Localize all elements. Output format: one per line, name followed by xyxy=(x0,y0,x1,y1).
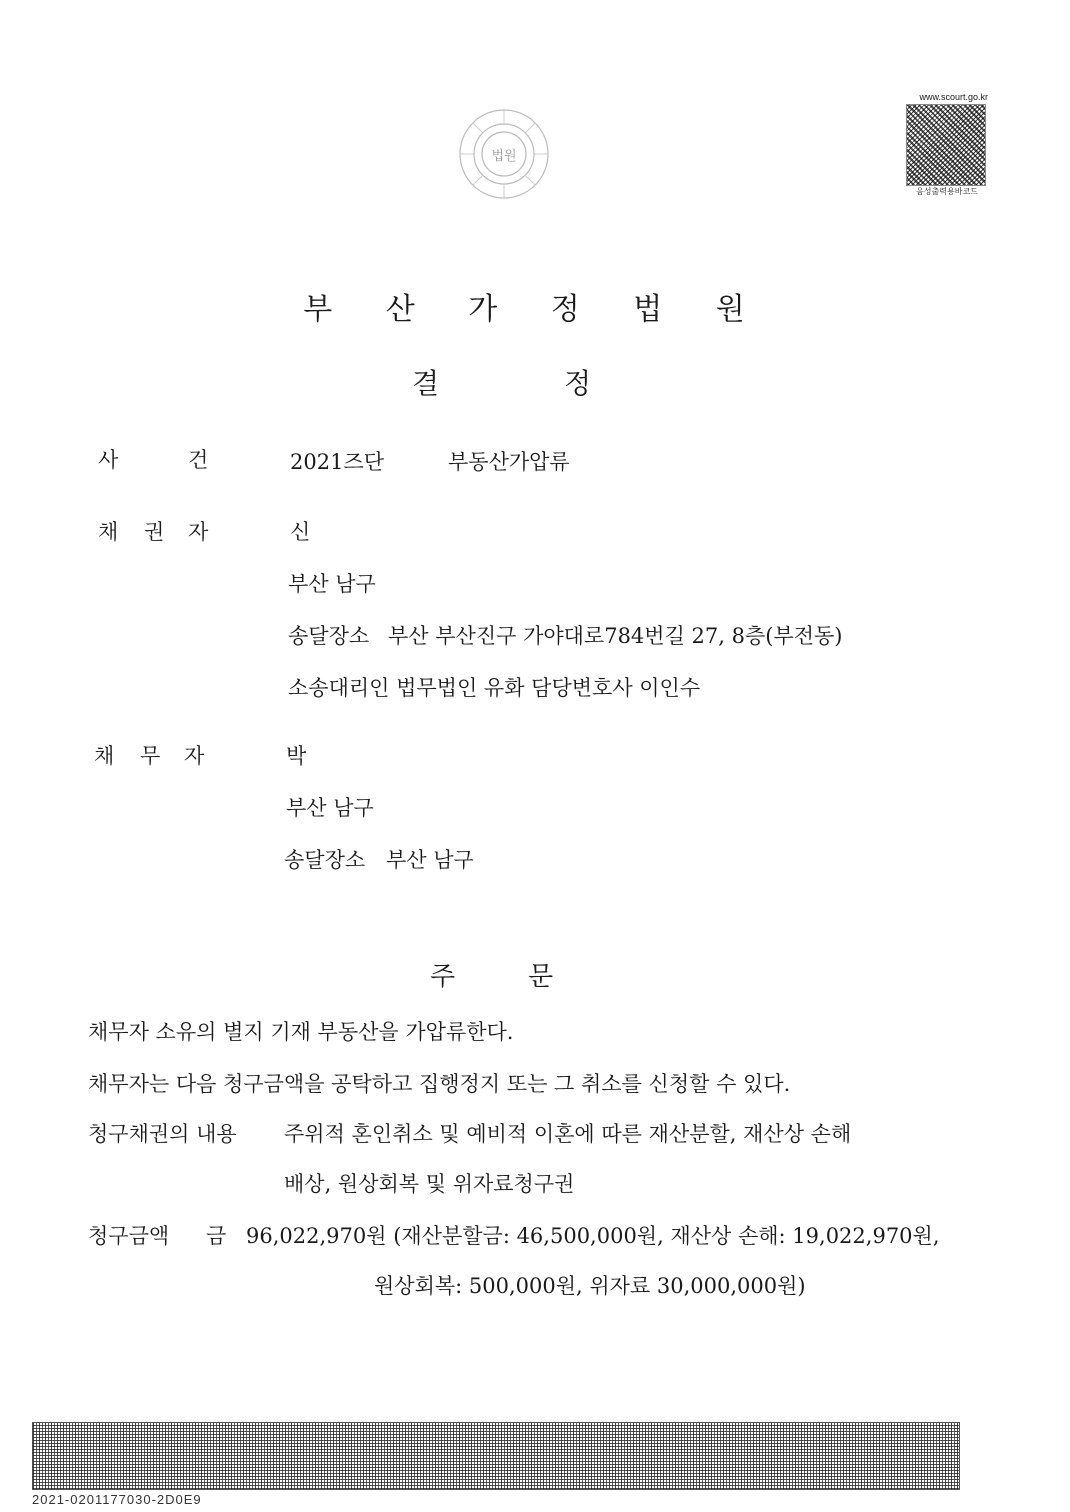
debtor-service-address: 부산 남구 xyxy=(386,848,474,872)
amount-line-2: 원상회복: 500,000원, 위자료 30,000,000원) xyxy=(374,1274,806,1298)
claim-line-1: 주위적 혼인취소 및 예비적 이혼에 따른 재산분할, 재산상 손해 xyxy=(284,1122,852,1146)
doc-title-first: 결 xyxy=(412,367,440,400)
document-barcode xyxy=(32,1422,960,1490)
amount-label: 청구금액 xyxy=(88,1224,170,1248)
order-title-second: 문 xyxy=(528,962,554,992)
debtor-label-1: 채 xyxy=(94,744,115,768)
debtor-address: 부산 남구 xyxy=(286,796,374,820)
qr-url: www.scourt.go.kr xyxy=(919,92,988,102)
qr-code-icon xyxy=(906,104,986,186)
court-seal-emblem xyxy=(456,106,552,202)
creditor-service-label: 송달장소 xyxy=(288,624,370,648)
seal-text: 법원 xyxy=(491,149,517,164)
case-label-b: 건 xyxy=(188,448,209,472)
debtor-label-2: 무 xyxy=(140,744,161,768)
order-line-2: 채무자는 다음 청구금액을 공탁하고 집행정지 또는 그 취소를 신청할 수 있다. xyxy=(88,1072,791,1096)
case-label-a: 사 xyxy=(98,448,119,472)
order-line-1: 채무자 소유의 별지 기재 부동산을 가압류한다. xyxy=(88,1020,514,1044)
case-type: 부동산가압류 xyxy=(448,450,570,474)
case-number: 2021즈단 xyxy=(290,450,385,474)
court-name: 부 산 가 정 법 원 xyxy=(303,292,767,327)
creditor-service-address: 부산 부산진구 가야대로784번길 27, 8층(부전동) xyxy=(388,624,843,648)
debtor-service-label: 송달장소 xyxy=(284,848,366,872)
qr-caption: 음성출력용바코드 xyxy=(916,187,978,196)
order-title-first: 주 xyxy=(430,962,456,992)
claim-label: 청구채권의 내용 xyxy=(88,1122,237,1146)
amount-line-1: 96,022,970원 (재산분할금: 46,500,000원, 재산상 손해: 19,022,970원, xyxy=(246,1224,940,1248)
creditor-label-3: 자 xyxy=(188,520,209,544)
creditor-agent: 소송대리인 법무법인 유화 담당변호사 이인수 xyxy=(288,676,701,700)
debtor-label-3: 자 xyxy=(184,744,205,768)
creditor-label-1: 채 xyxy=(98,520,119,544)
claim-line-2: 배상, 원상회복 및 위자료청구권 xyxy=(284,1172,575,1196)
creditor-address: 부산 남구 xyxy=(288,572,376,596)
creditor-label-2: 권 xyxy=(144,520,165,544)
debtor-name: 박 xyxy=(286,744,307,768)
amount-prefix: 금 xyxy=(206,1224,227,1248)
barcode-number: 2021-0201177030-2D0E9 xyxy=(32,1492,202,1507)
doc-title-second: 정 xyxy=(564,367,592,400)
creditor-name: 신 xyxy=(290,520,311,544)
